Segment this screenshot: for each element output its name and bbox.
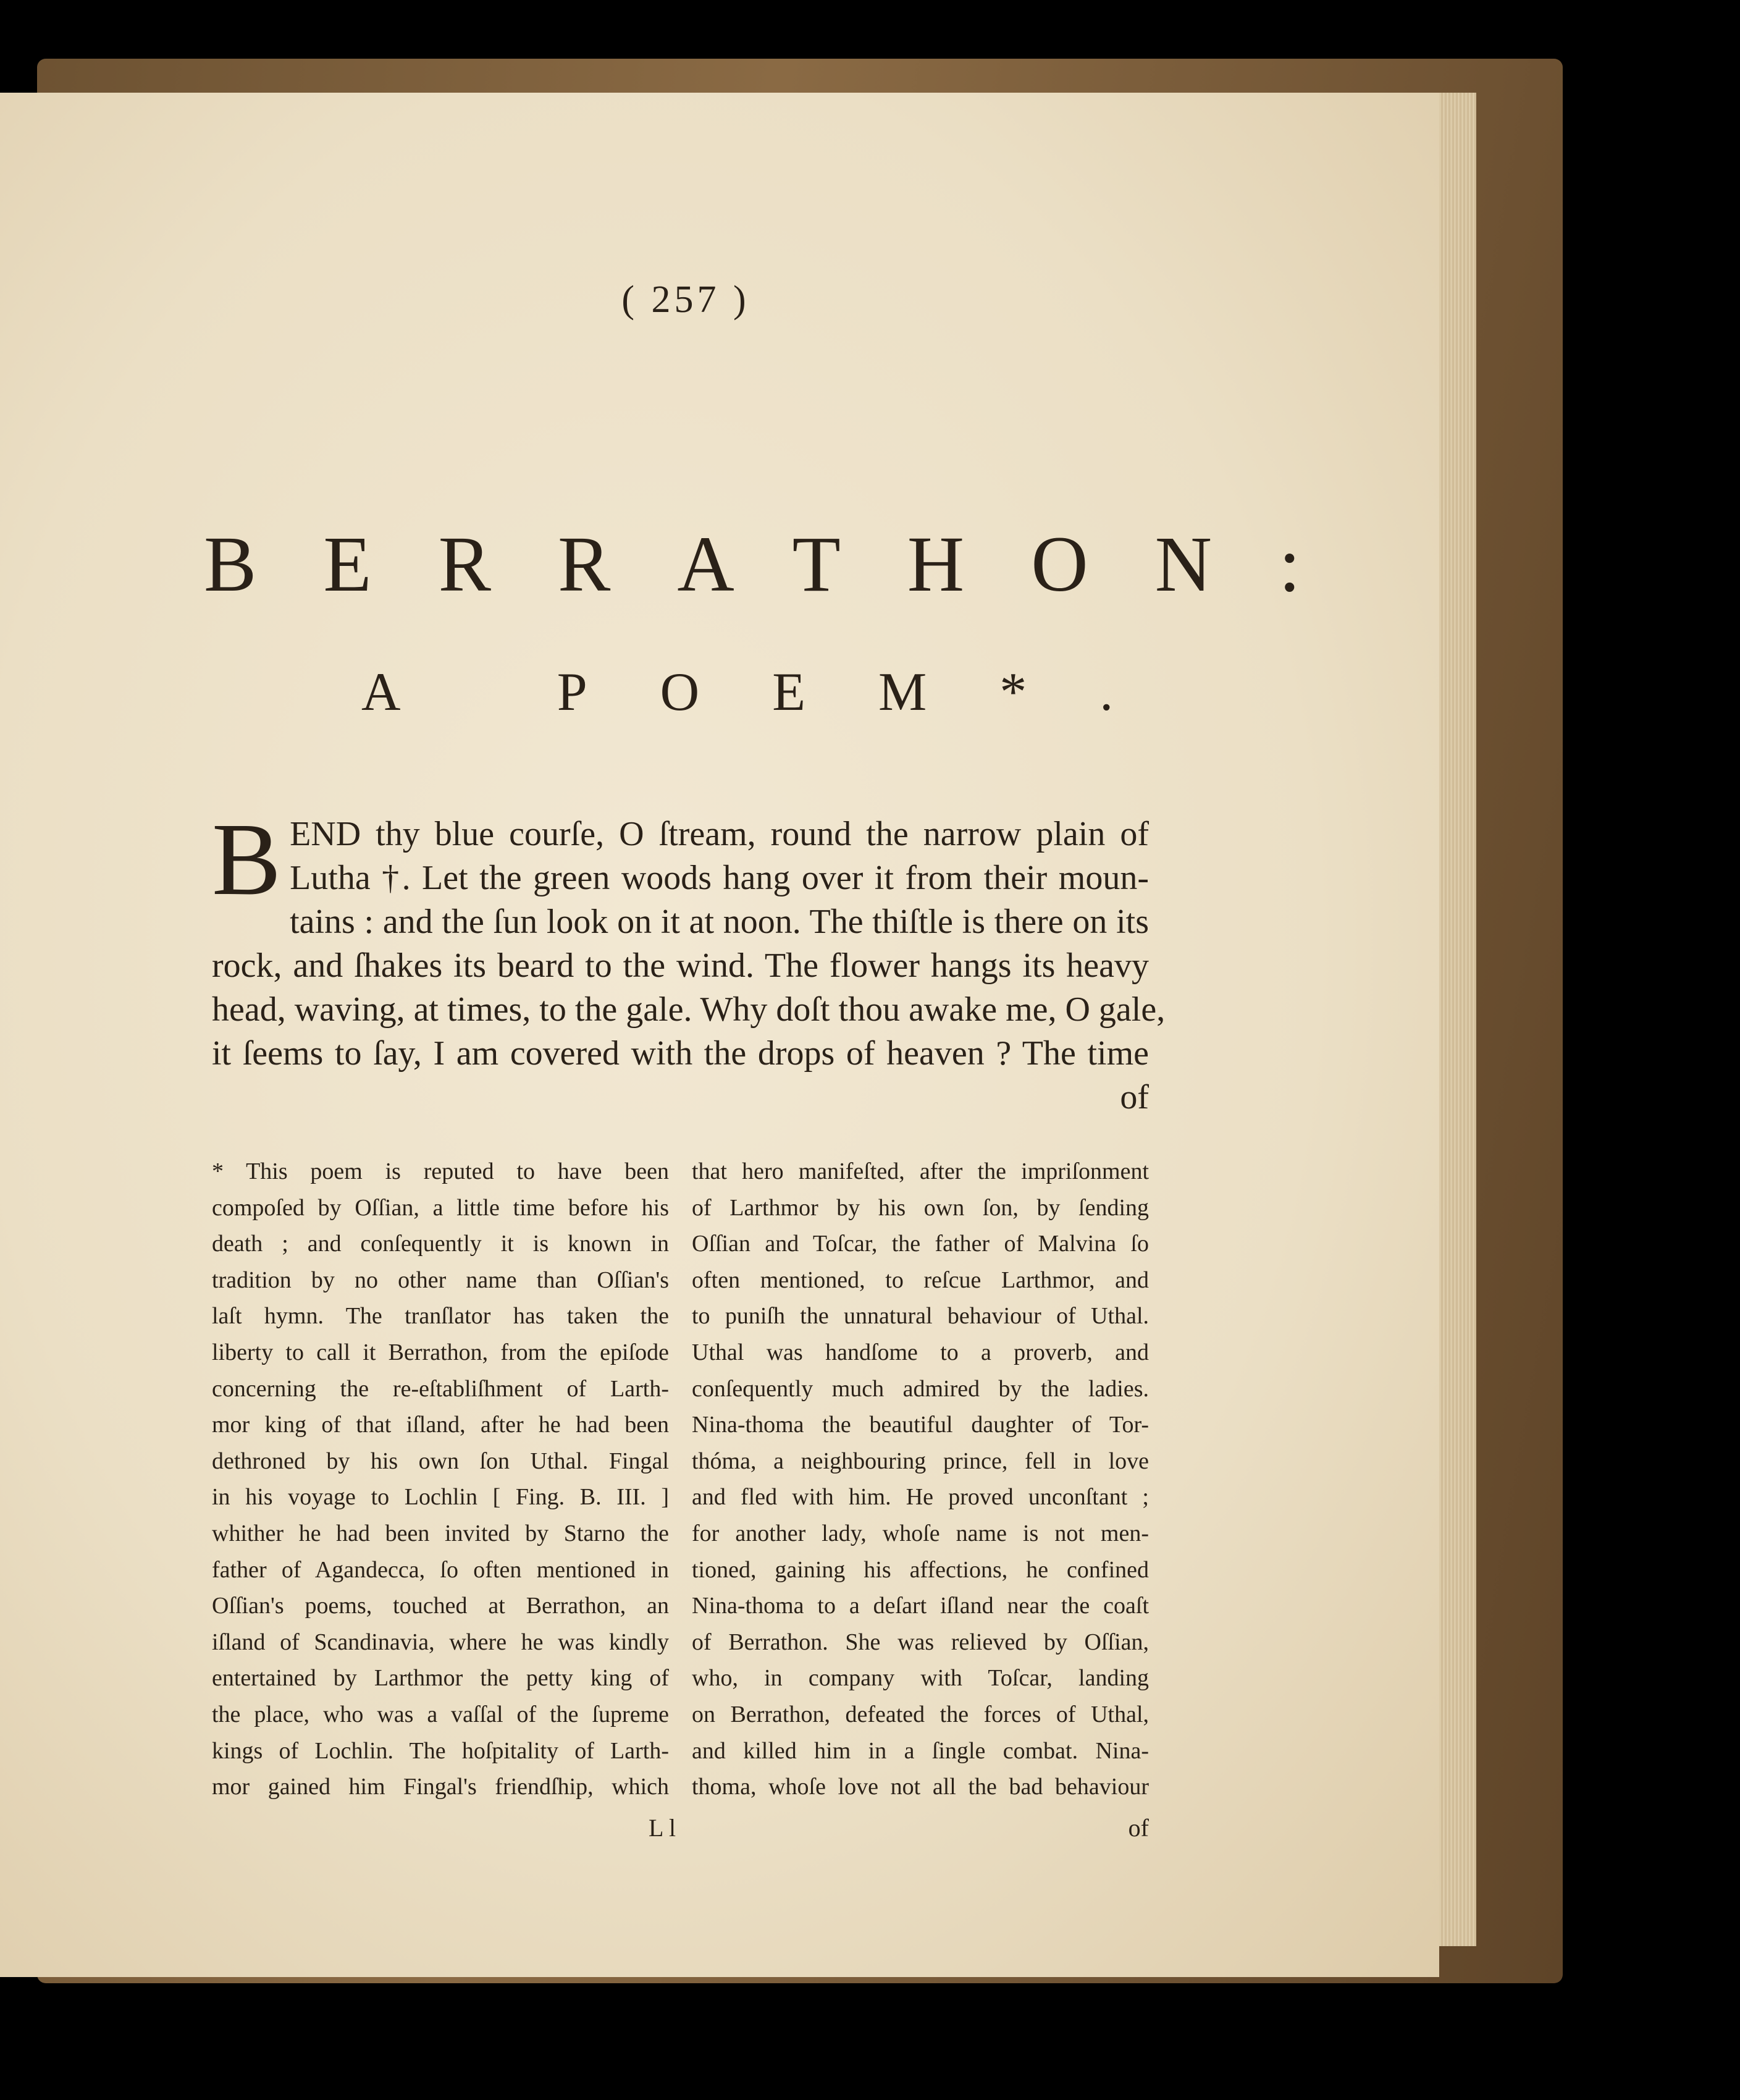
- poem-title: BERRATHON:: [204, 520, 1368, 608]
- body-line: tains : and the ſun look on it at noon. The thiſtle is there on its: [290, 903, 1149, 941]
- footnote-line: that hero manifeſted, after the impriſonment: [692, 1158, 1149, 1184]
- footnote-line: in his voyage to Lochlin [ Fing. B. III. ]: [212, 1484, 669, 1511]
- footnote-line: and killed him in a ſingle combat. Nina-: [692, 1737, 1149, 1764]
- signature-mark: L l: [649, 1814, 676, 1842]
- footnote-catchword: of: [1128, 1814, 1149, 1842]
- footnote-line: kings of Lochlin. The hoſpitality of Larth-: [212, 1737, 669, 1764]
- page-number: ( 257 ): [621, 279, 750, 321]
- catchword: of: [1120, 1078, 1149, 1116]
- footnote-left-column: [212, 1153, 669, 1805]
- footnote-line: compoſed by Oſſian, a little time before his: [212, 1194, 669, 1221]
- footnote-line: of Larthmor by his own ſon, by ſending: [692, 1194, 1149, 1221]
- body-line: it ſeems to ſay, I am covered with the drops of heaven ? The time: [212, 1034, 1149, 1073]
- footnote-line: dethroned by his own ſon Uthal. Fingal: [212, 1448, 669, 1474]
- footnote-line: conſequently much admired by the ladies.: [692, 1375, 1149, 1402]
- footnote-line: whither he had been invited by Starno the: [212, 1520, 669, 1546]
- footnote-line: Nina-thoma the beautiful daughter of Tor-: [692, 1412, 1149, 1438]
- footnote-line: mor gained him Fingal's friendſhip, which: [212, 1774, 669, 1800]
- footnote-line: iſland of Scandinavia, where he was kindly: [212, 1629, 669, 1655]
- footnote-line: Nina-thoma to a deſart iſland near the coaſt: [692, 1593, 1149, 1619]
- footnote-line: Uthal was handſome to a proverb, and: [692, 1339, 1149, 1365]
- footnote-line: for another lady, whoſe name is not men-: [692, 1520, 1149, 1546]
- poem-subtitle: A POEM*.: [361, 662, 1187, 722]
- footnote-line: who, in company with Toſcar, landing: [692, 1665, 1149, 1692]
- footnote-line: liberty to call it Berrathon, from the epiſode: [212, 1339, 669, 1365]
- footnote-line: thóma, a neighbouring prince, fell in love: [692, 1448, 1149, 1474]
- footnote-line: death ; and conſequently it is known in: [212, 1231, 669, 1257]
- footnote-line: * This poem is reputed to have been: [212, 1158, 669, 1184]
- footnote-line: Oſſian's poems, touched at Berrathon, an: [212, 1593, 669, 1619]
- footnote-line: Oſſian and Toſcar, the father of Malvina ſo: [692, 1231, 1149, 1257]
- body-line: head, waving, at times, to the gale. Why doſt thou awake me, O gale,: [212, 990, 1166, 1029]
- footnote-line: father of Agandecca, ſo often mentioned in: [212, 1556, 669, 1583]
- footnote-line: tioned, gaining his affections, he confined: [692, 1556, 1149, 1583]
- footnote-line: often mentioned, to reſcue Larthmor, and: [692, 1267, 1149, 1293]
- body-line: rock, and ſhakes its beard to the wind. The flower hangs its heavy: [212, 947, 1149, 985]
- footnote-line: and fled with him. He proved unconſtant ;: [692, 1484, 1149, 1511]
- footnote-line: thoma, whoſe love not all the bad behaviour: [692, 1774, 1149, 1800]
- poem-body: [212, 802, 1166, 1120]
- footnote-right-column: [692, 1153, 1149, 1805]
- footnote-line: tradition by no other name than Oſſian's: [212, 1267, 669, 1293]
- footnote-line: of Berrathon. She was relieved by Oſſian,: [692, 1629, 1149, 1655]
- body-line: Lutha †. Let the green woods hang over it from their moun-: [290, 859, 1149, 897]
- footnote-line: entertained by Larthmor the petty king of: [212, 1665, 669, 1692]
- footnote-line: laſt hymn. The tranſlator has taken the: [212, 1303, 669, 1330]
- footnote-line: mor king of that iſland, after he had been: [212, 1412, 669, 1438]
- book-page: [0, 93, 1439, 1977]
- footnote-line: to puniſh the unnatural behaviour of Uthal.: [692, 1303, 1149, 1330]
- page-edges: [1433, 93, 1476, 1946]
- footnote-line: on Berrathon, defeated the forces of Uthal,: [692, 1701, 1149, 1727]
- footnote-line: concerning the re-eſtabliſhment of Larth-: [212, 1375, 669, 1402]
- body-line: END thy blue courſe, O ſtream, round the narrow plain of: [290, 815, 1149, 853]
- drop-cap: B: [212, 802, 282, 917]
- footnote-line: the place, who was a vaſſal of the ſupreme: [212, 1701, 669, 1727]
